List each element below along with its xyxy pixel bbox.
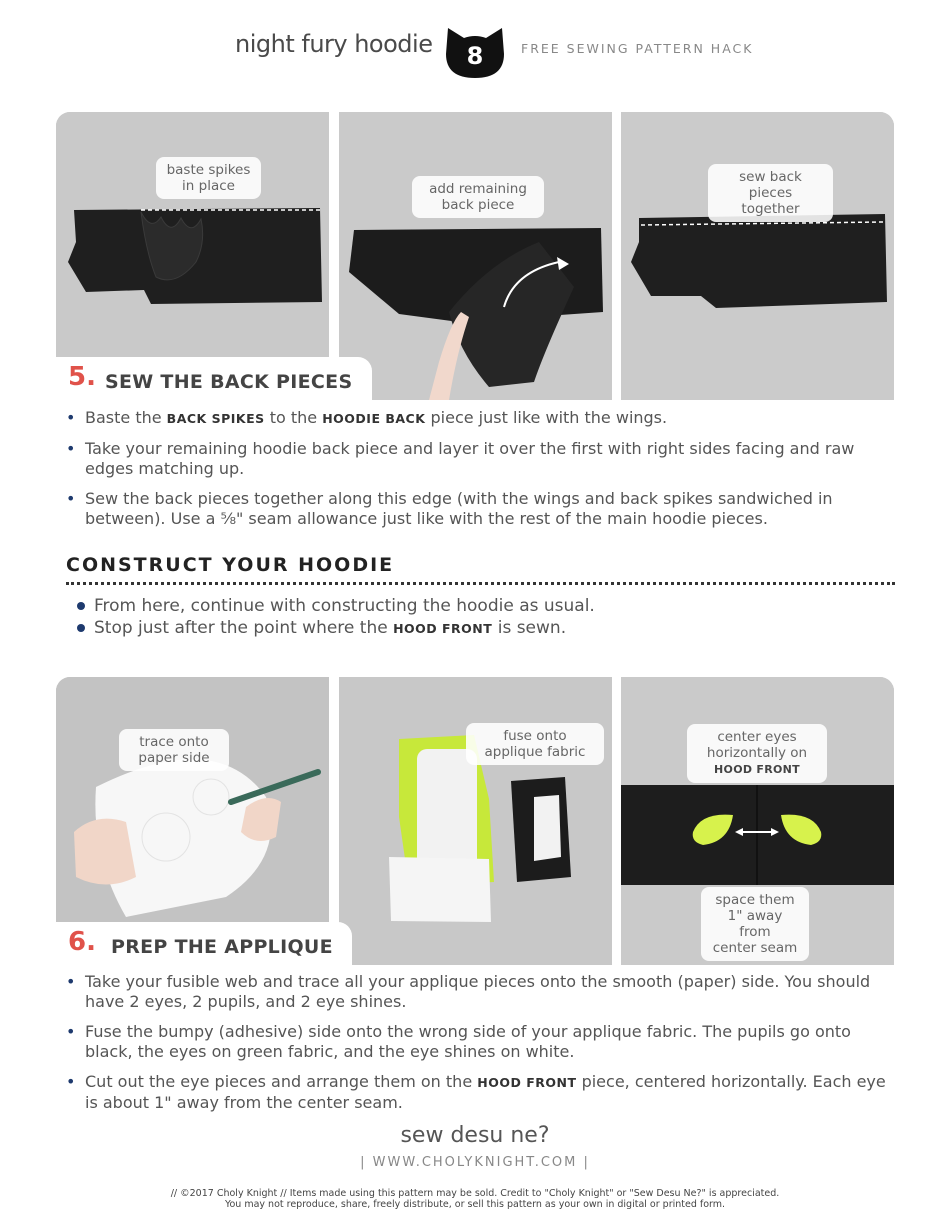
list-item: • Take your remaining hoodie back piece and layer it over the first with right sides facing and raw edges matching up. bbox=[66, 439, 886, 479]
step-title: SEW THE BACK PIECES bbox=[105, 371, 353, 393]
step-6-title-tab bbox=[56, 922, 352, 967]
photo-label-center: center eyes horizontally on HOOD FRONT bbox=[687, 724, 827, 783]
list-item: From here, continue with constructing the hoodie as usual. bbox=[76, 595, 876, 617]
step-number: 6. bbox=[68, 927, 96, 957]
document-subtitle: FREE SEWING PATTERN HACK bbox=[521, 41, 754, 56]
list-item: • Take your fusible web and trace all your applique pieces onto the smooth (paper) side. You should have 2 eyes, 2 pupils, and 2 eye shines. bbox=[66, 972, 886, 1012]
section-heading: CONSTRUCT YOUR HOODIE bbox=[66, 554, 395, 576]
photo-add-back-piece bbox=[339, 112, 612, 400]
document-title: night fury hoodie bbox=[235, 30, 433, 58]
page-number: 8 bbox=[466, 42, 484, 70]
fused-applique-illustration bbox=[339, 677, 612, 965]
website-link[interactable]: | WWW.CHOLYKNIGHT.COM | bbox=[360, 1155, 590, 1170]
photo-center-eyes bbox=[621, 677, 894, 965]
list-item: • Cut out the eye pieces and arrange them on the HOOD FRONT piece, centered horizontally. Each eye is about 1" away from the center seam. bbox=[66, 1072, 886, 1113]
photo-label-space: space them 1" away from center seam bbox=[701, 887, 809, 961]
step-title: PREP THE APPLIQUE bbox=[111, 936, 333, 958]
list-item: Stop just after the point where the HOOD FRONT is sewn. bbox=[76, 617, 876, 640]
list-item: • Fuse the bumpy (adhesive) side onto the wrong side of your applique fabric. The pupils go onto black, the eyes on green fabric, and the eye shines on white. bbox=[66, 1022, 886, 1062]
dotted-divider bbox=[66, 582, 895, 585]
photo-label-add-remaining: add remaining back piece bbox=[412, 176, 544, 218]
photo-label-fuse: fuse onto applique fabric bbox=[466, 723, 604, 765]
photo-label-baste: baste spikes in place bbox=[156, 157, 261, 199]
list-item: • Sew the back pieces together along this edge (with the wings and back spikes sandwiched in between). Use a ⅝" seam allowance just like with the rest of the main hoodie pieces. bbox=[66, 489, 886, 529]
step-number: 5. bbox=[68, 362, 96, 392]
photo-label-trace: trace onto paper side bbox=[119, 729, 229, 771]
construct-instructions bbox=[76, 595, 876, 640]
cat-head-page-badge bbox=[444, 24, 506, 80]
step-6-instructions bbox=[66, 972, 886, 1123]
brand-name: sew desu ne? bbox=[400, 1123, 550, 1148]
step-5-instructions bbox=[66, 408, 886, 539]
photo-label-sew-back: sew back pieces together bbox=[708, 164, 833, 222]
layered-back-piece-illustration bbox=[339, 112, 612, 400]
photo-sew-back bbox=[621, 112, 894, 400]
photo-fuse-onto-fabric bbox=[339, 677, 612, 965]
step-5-title-tab bbox=[56, 357, 372, 402]
sewn-back-pieces-illustration bbox=[621, 112, 894, 400]
copyright-notice: // ©2017 Choly Knight // Items made using this pattern may be sold. Credit to "Choly Knight" or "Sew Desu Ne?" is appreciated. You may not reproduce, share, freely distribute, or sell this pattern as your own in digital or printed form. bbox=[170, 1188, 780, 1210]
list-item: • Baste the BACK SPIKES to the HOODIE BACK piece just like with the wings. bbox=[66, 408, 886, 429]
